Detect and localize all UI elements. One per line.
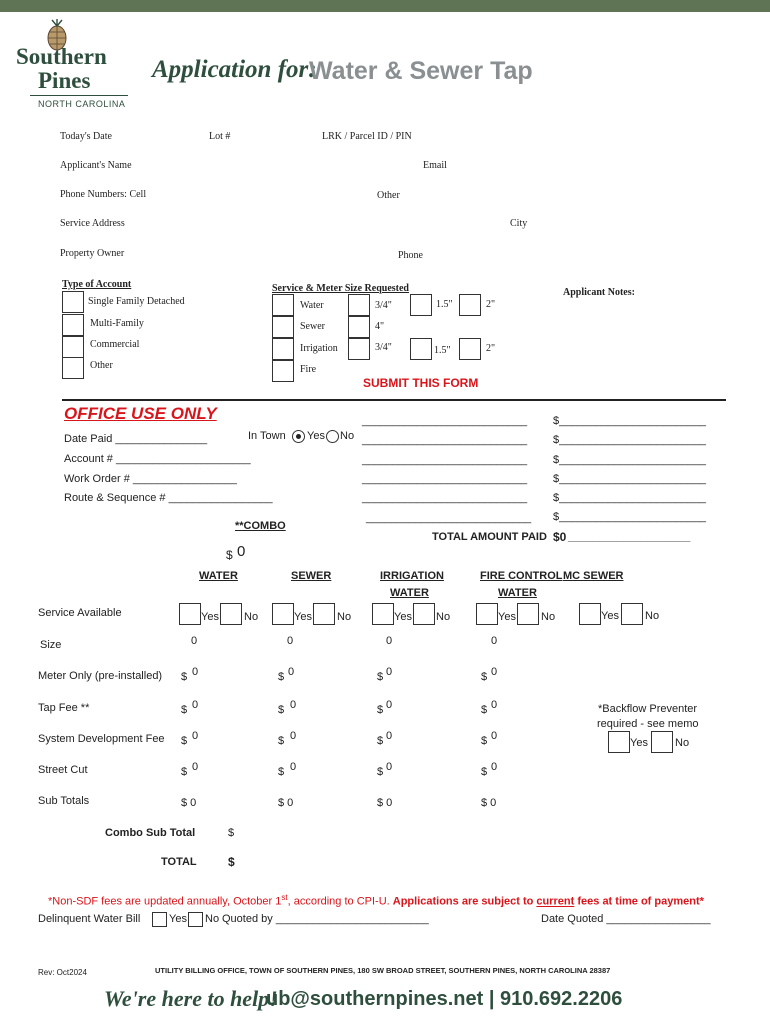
account-single-family-checkbox[interactable]	[62, 291, 84, 313]
todays-date-label: Today's Date	[60, 131, 112, 142]
dollar-sign: $	[377, 704, 384, 716]
dollar-sign: $	[481, 671, 488, 683]
delinquent-no-checkbox[interactable]	[188, 912, 203, 927]
size-label: 4"	[375, 321, 385, 332]
yes-label: Yes	[394, 611, 412, 623]
service-irrigation-checkbox[interactable]	[272, 338, 294, 360]
no-label: No	[205, 913, 220, 925]
dollar-sign: $	[377, 766, 384, 778]
account-type-title: Type of Account	[62, 279, 132, 290]
col-header-sewer: SEWER	[291, 570, 332, 582]
service-water-checkbox[interactable]	[272, 294, 294, 316]
water-available-no-checkbox[interactable]	[220, 603, 242, 625]
service-fire-checkbox[interactable]	[272, 360, 294, 382]
date-quoted-field[interactable]: Date Quoted _________________	[541, 913, 711, 925]
dollar-sign: $	[278, 766, 285, 778]
combo-value: 0	[237, 543, 246, 560]
dollar-sign: $	[181, 766, 188, 778]
yes-label: Yes	[294, 611, 312, 623]
lot-label: Lot #	[209, 131, 231, 142]
subtotal-irrigation: $ 0	[377, 797, 393, 809]
in-town-label: In Town	[248, 430, 286, 442]
service-size-title: Service & Meter Size Requested	[272, 283, 409, 294]
dollar-sign: $	[181, 671, 188, 683]
irrigation-34-checkbox[interactable]	[348, 338, 370, 360]
office-line: ___________________________	[366, 512, 532, 524]
size-label: 2"	[486, 343, 496, 354]
service-sewer-checkbox[interactable]	[272, 316, 294, 338]
total-paid-line: ____________________	[568, 531, 691, 543]
page-title: Water & Sewer Tap	[309, 57, 533, 85]
logo-subtitle: NORTH CAROLINA	[38, 99, 126, 109]
in-town-yes-radio[interactable]	[292, 430, 305, 443]
yes-label: Yes	[169, 913, 187, 925]
delinquent-yes-checkbox[interactable]	[152, 912, 167, 927]
account-multi-family-checkbox[interactable]	[62, 314, 84, 336]
sewer-available-no-checkbox[interactable]	[313, 603, 335, 625]
top-bar	[0, 0, 770, 12]
dollar-sign: $	[278, 704, 285, 716]
fees-note-red: *Non-SDF fees are updated annually, October 1	[48, 895, 282, 908]
office-use-title: OFFICE USE ONLY	[64, 404, 217, 423]
size-irrigation-value: 0	[386, 635, 393, 647]
water-available-yes-checkbox[interactable]	[179, 603, 201, 625]
office-dollar-line: $________________________	[553, 454, 706, 466]
office-line: ___________________________	[362, 415, 528, 427]
col-header-mc-sewer: MC SEWER	[563, 570, 624, 582]
subtotal-fire: $ 0	[481, 797, 497, 809]
irrigation-15-checkbox[interactable]	[410, 338, 432, 360]
mc-sewer-available-no-checkbox[interactable]	[621, 603, 643, 625]
backflow-note-2: required - see memo	[597, 718, 699, 730]
meter-fire-value: 0	[491, 666, 498, 678]
col-header-water: WATER	[199, 570, 238, 582]
size-label: 3/4"	[375, 342, 392, 353]
quoted-by-field[interactable]: Quoted by _________________________	[222, 913, 429, 925]
water-34-checkbox[interactable]	[348, 294, 370, 316]
tap-water-value: 0	[192, 699, 199, 711]
fees-note-bold2: fees at time of payment*	[574, 895, 704, 908]
combo-dollar: $	[226, 548, 233, 562]
office-dollar-line: $________________________	[553, 473, 706, 485]
route-sequence-label: Route & Sequence # _________________	[64, 492, 273, 504]
email-label: Email	[423, 160, 447, 171]
fees-note-bold: Applications are subject to	[392, 895, 537, 908]
size-label: 1.5"	[434, 345, 451, 356]
yes-label: Yes	[498, 611, 516, 623]
tap-irrigation-value: 0	[386, 699, 393, 711]
applicant-notes-label: Applicant Notes:	[563, 287, 635, 298]
dollar-sign: $	[278, 735, 285, 747]
office-line: ___________________________	[362, 473, 528, 485]
service-water-label: Water	[300, 300, 324, 311]
street-sewer-value: 0	[290, 761, 297, 773]
fees-note-current: current	[536, 895, 575, 908]
size-fire-value: 0	[491, 635, 498, 647]
fees-note-sup: st	[281, 893, 288, 902]
logo-line1: Southern	[16, 44, 107, 69]
application-for-label: Application for:	[152, 56, 317, 83]
no-label: No	[645, 610, 660, 622]
sdf-fire-value: 0	[491, 730, 498, 742]
sewer-4-checkbox[interactable]	[348, 316, 370, 338]
fees-note-red2: , according to CPI-U.	[287, 895, 393, 908]
office-address: UTILITY BILLING OFFICE, TOWN OF SOUTHERN PINES, 180 SW BROAD STREET, SOUTHERN PINES, NORTH CAROLINA 28387	[155, 966, 611, 975]
dollar-sign: $	[181, 704, 188, 716]
backflow-note: *Backflow Preventer	[598, 703, 698, 715]
fire-available-no-checkbox[interactable]	[517, 603, 539, 625]
applicant-name-label: Applicant's Name	[60, 160, 132, 171]
yes-label: Yes	[601, 610, 619, 622]
size-label: 1.5"	[436, 299, 453, 310]
total-paid-label: TOTAL AMOUNT PAID	[432, 531, 547, 543]
revision-label: Rev: Oct2024	[38, 968, 87, 977]
fire-available-yes-checkbox[interactable]	[476, 603, 498, 625]
row-size: Size	[40, 639, 62, 651]
row-street-cut: Street Cut	[38, 764, 88, 776]
dollar-sign: $	[278, 671, 285, 683]
total-dollar: $	[228, 855, 235, 869]
mc-sewer-available-yes-checkbox[interactable]	[579, 603, 601, 625]
office-dollar-line: $________________________	[553, 415, 706, 427]
office-dollar-line: $________________________	[553, 511, 706, 523]
irrigation-available-no-checkbox[interactable]	[413, 603, 435, 625]
other-phone-label: Other	[377, 190, 400, 201]
water-15-checkbox[interactable]	[410, 294, 432, 316]
combo-sub-total-dollar: $	[228, 827, 235, 839]
in-town-no-radio[interactable]	[326, 430, 339, 443]
sdf-sewer-value: 0	[290, 730, 297, 742]
row-meter-only: Meter Only (pre-installed)	[38, 670, 163, 682]
property-owner-label: Property Owner	[60, 248, 125, 259]
service-fire-label: Fire	[300, 364, 317, 375]
no-label: No	[244, 611, 259, 623]
subtotal-sewer: $ 0	[278, 797, 294, 809]
meter-sewer-value: 0	[288, 666, 295, 678]
col-header-fire: FIRE CONTROL	[480, 570, 563, 582]
tap-sewer-value: 0	[290, 699, 297, 711]
radio-dot	[296, 434, 301, 439]
date-paid-label: Date Paid _______________	[64, 433, 208, 445]
delinquent-label: Delinquent Water Bill	[38, 913, 141, 925]
backflow-no-checkbox[interactable]	[651, 731, 673, 753]
help-tagline: We're here to help!	[104, 986, 278, 1011]
account-commercial-checkbox[interactable]	[62, 336, 84, 358]
meter-water-value: 0	[192, 666, 199, 678]
subtotal-water: $ 0	[181, 797, 197, 809]
meter-irrigation-value: 0	[386, 666, 393, 678]
account-other-checkbox[interactable]	[62, 357, 84, 379]
fees-note	[48, 893, 704, 908]
office-dollar-line: $________________________	[553, 434, 706, 446]
office-line: ___________________________	[362, 454, 528, 466]
in-town-no-label: No	[340, 430, 355, 442]
water-2-checkbox[interactable]	[459, 294, 481, 316]
yes-label: Yes	[630, 737, 648, 749]
account-option: Single Family Detached	[88, 296, 185, 307]
row-sub-totals: Sub Totals	[38, 795, 90, 807]
dollar-sign: $	[481, 766, 488, 778]
submit-button[interactable]: SUBMIT THIS FORM	[363, 376, 479, 390]
sdf-irrigation-value: 0	[386, 730, 393, 742]
row-sdf: System Development Fee	[38, 733, 165, 745]
size-water-value: 0	[191, 635, 198, 647]
row-service-available: Service Available	[38, 607, 122, 619]
service-sewer-label: Sewer	[300, 321, 325, 332]
combo-label: **COMBO	[235, 520, 286, 532]
phone-cell-label: Phone Numbers: Cell	[60, 189, 147, 200]
account-option: Other	[90, 360, 113, 371]
irrigation-available-yes-checkbox[interactable]	[372, 603, 394, 625]
street-irrigation-value: 0	[386, 761, 393, 773]
size-sewer-value: 0	[287, 635, 294, 647]
street-water-value: 0	[192, 761, 199, 773]
total-label: TOTAL	[161, 856, 197, 868]
phone-label: Phone	[398, 250, 423, 261]
city-label: City	[510, 218, 528, 229]
col-header-fire-sub: WATER	[498, 587, 537, 599]
sdf-water-value: 0	[192, 730, 199, 742]
service-irrigation-label: Irrigation	[300, 343, 338, 354]
street-fire-value: 0	[491, 761, 498, 773]
parcel-label: LRK / Parcel ID / PIN	[322, 131, 412, 142]
size-label: 2"	[486, 299, 496, 310]
office-dollar-line: $________________________	[553, 492, 706, 504]
in-town-yes-label: Yes	[307, 430, 325, 442]
total-paid-value: $0	[553, 530, 567, 544]
irrigation-2-checkbox[interactable]	[459, 338, 481, 360]
no-label: No	[541, 611, 556, 623]
office-line: ___________________________	[362, 434, 528, 446]
sewer-available-yes-checkbox[interactable]	[272, 603, 294, 625]
office-divider	[62, 399, 726, 401]
service-address-label: Service Address	[60, 218, 125, 229]
row-tap-fee: Tap Fee **	[38, 702, 90, 714]
no-label: No	[675, 737, 690, 749]
work-order-label: Work Order # _________________	[64, 473, 237, 485]
col-header-irrigation-sub: WATER	[390, 587, 429, 599]
account-option: Multi-Family	[90, 318, 144, 329]
logo-rule	[30, 95, 128, 96]
backflow-yes-checkbox[interactable]	[608, 731, 630, 753]
no-label: No	[337, 611, 352, 623]
dollar-sign: $	[481, 735, 488, 747]
col-header-irrigation: IRRIGATION	[380, 570, 444, 582]
office-line: ___________________________	[362, 492, 528, 504]
account-option: Commercial	[90, 339, 140, 350]
combo-sub-total-label: Combo Sub Total	[105, 827, 196, 839]
tap-fire-value: 0	[491, 699, 498, 711]
yes-label: Yes	[201, 611, 219, 623]
size-label: 3/4"	[375, 300, 392, 311]
logo-line2: Pines	[38, 68, 91, 93]
no-label: No	[436, 611, 451, 623]
dollar-sign: $	[181, 735, 188, 747]
dollar-sign: $	[481, 704, 488, 716]
dollar-sign: $	[377, 671, 384, 683]
contact-info[interactable]: ub@southernpines.net | 910.692.2206	[266, 988, 623, 1010]
account-number-label: Account # ______________________	[64, 453, 251, 465]
dollar-sign: $	[377, 735, 384, 747]
